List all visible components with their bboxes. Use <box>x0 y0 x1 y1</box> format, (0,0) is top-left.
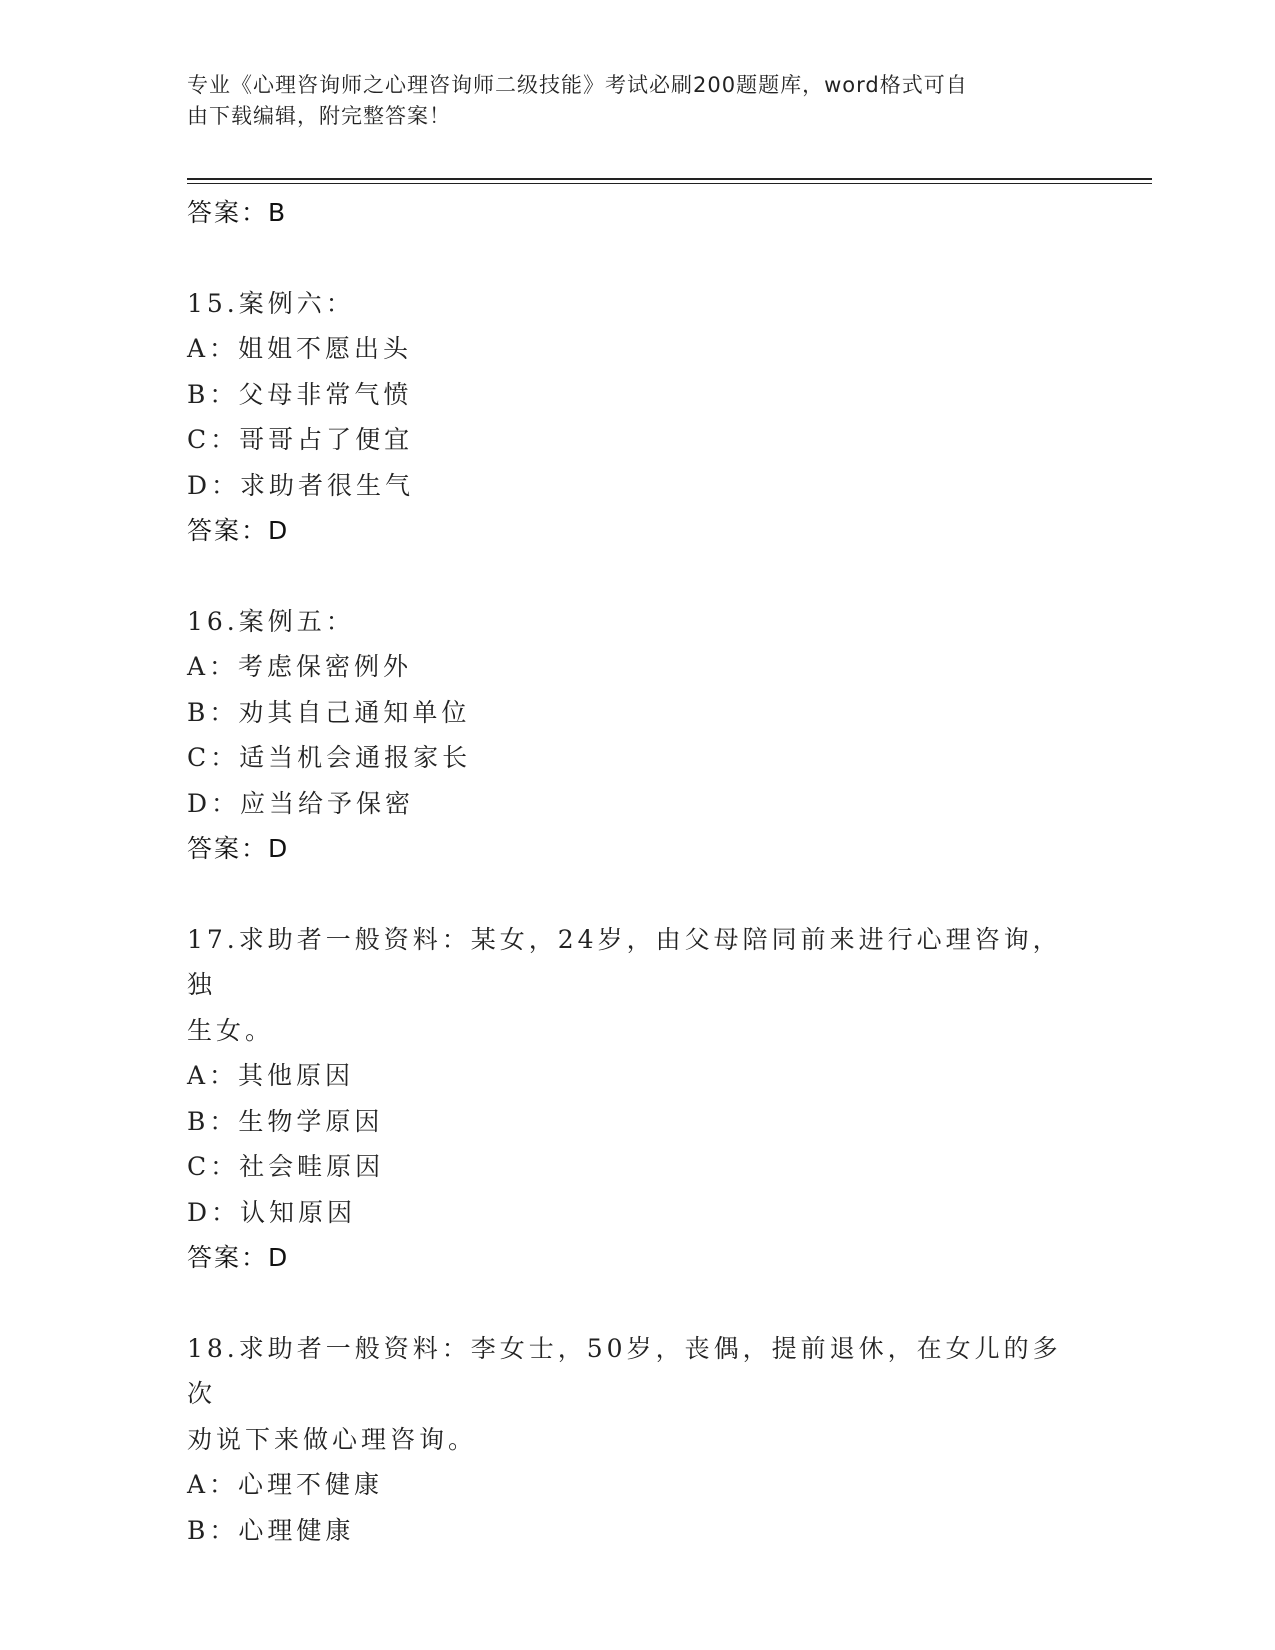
header-line-1: 专业《心理咨询师之心理咨询师二级技能》考试必刷200题题库，word格式可自 <box>187 73 968 97</box>
question-list <box>187 190 1087 1553</box>
question-stem-continued: 劝说下来做心理咨询。 <box>187 1424 478 1454</box>
question-stem: 17.求助者一般资料：某女，24岁，由父母陪同前来进行心理咨询，独 <box>187 924 1062 999</box>
option-d: D：求助者很生气 <box>187 470 415 500</box>
answer-line: 答案：D <box>187 516 290 545</box>
question-stem: 15.案例六： <box>187 288 355 318</box>
document-header <box>187 70 1087 132</box>
header-rule-thin <box>187 183 1152 184</box>
option-a: A：姐姐不愿出头 <box>187 334 413 363</box>
option-c: C：适当机会通报家长 <box>187 743 472 772</box>
answer-line: 答案：B <box>187 198 288 227</box>
answer-line: 答案：D <box>187 834 290 863</box>
question-stem-continued: 生女。 <box>187 1015 275 1045</box>
option-b: B：心理健康 <box>187 1515 355 1545</box>
option-b: B：父母非常气愤 <box>187 379 413 409</box>
question-18 <box>187 1326 1087 1554</box>
option-d: D：应当给予保密 <box>187 788 415 818</box>
question-stem: 16.案例五： <box>187 606 355 636</box>
option-b: B：劝其自己通知单位 <box>187 697 471 727</box>
question-stem: 18.求助者一般资料：李女士，50岁，丧偶，提前退休，在女儿的多次 <box>187 1333 1062 1408</box>
header-rule-thick <box>187 178 1152 180</box>
option-d: D：认知原因 <box>187 1197 357 1227</box>
option-a: A：心理不健康 <box>187 1470 384 1499</box>
question-17 <box>187 917 1087 1281</box>
question-16 <box>187 599 1087 872</box>
option-c: C：哥哥占了便宜 <box>187 425 414 454</box>
option-c: C：社会畦原因 <box>187 1152 385 1181</box>
header-line-2: 由下载编辑，附完整答案！ <box>187 104 451 128</box>
answer-line: 答案：D <box>187 1243 290 1272</box>
option-a: A：其他原因 <box>187 1061 355 1090</box>
question-15 <box>187 281 1087 554</box>
option-b: B：生物学原因 <box>187 1106 384 1136</box>
option-a: A：考虑保密例外 <box>187 652 413 681</box>
